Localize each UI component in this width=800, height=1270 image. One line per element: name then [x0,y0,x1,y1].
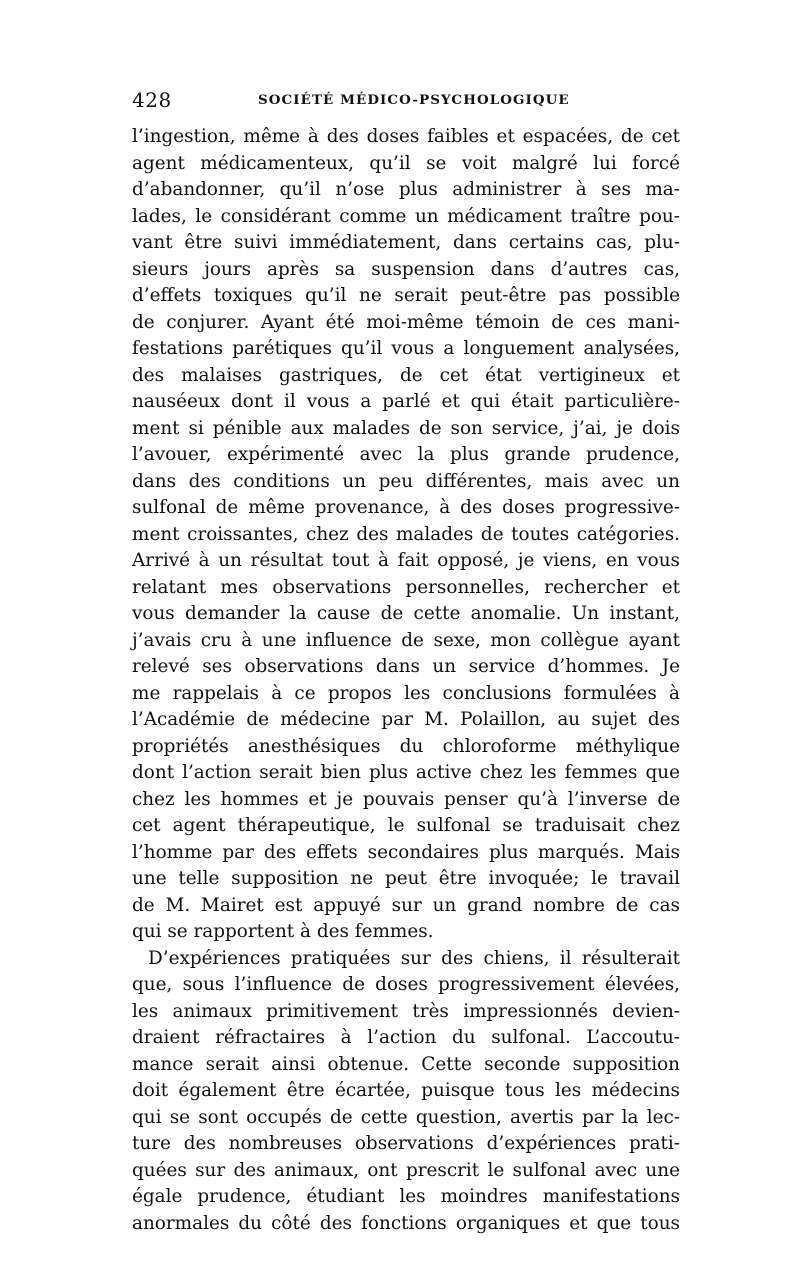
text-line: d’abandonner, qu’il n’ose plus administrer à ses ma- [132,179,680,200]
text-line: ment croissantes, chez des malades de toutes catégories. [132,523,680,545]
text-line: relatant mes observations personnelles, rechercher et [132,576,680,598]
text-line: relevé ses observations dans un service d’hommes. Je [132,656,680,677]
text-line: l’Académie de médecine par M. Polaillon, au sujet des [132,709,680,730]
text-line: les animaux primitivement très impressionnés devien- [132,1000,680,1022]
body-text [132,124,680,1237]
text-line: propriétés anesthésiques du chloroforme méthylique [132,735,680,757]
text-line: festations parétiques qu’il vous a longuement analysées, [132,338,680,359]
paragraph-start-line: D’expériences pratiquées sur des chiens, il résulterait [148,947,680,969]
journal-title: SOCIÉTÉ MÉDICO-PSYCHOLOGIQUE [258,92,570,108]
text-line: qui se sont occupés de cette question, avertis par la lec- [132,1106,680,1128]
text-line: dans des conditions un peu différentes, mais avec un [132,470,680,492]
text-line: chez les hommes et je pouvais penser qu’à l’inverse de [132,788,680,810]
text-line: lades, le considérant comme un médicament traître pou- [132,205,680,227]
text-line: des malaises gastriques, de cet état vertigineux et [132,364,680,386]
text-line: ment si pénible aux malades de son service, j’ai, je dois [132,417,680,439]
text-line: ture des nombreuses observations d’expériences prati- [132,1133,680,1154]
text-line: me rappelais à ce propos les conclusions formulées à [132,682,680,704]
text-line: sieurs jours après sa suspension dans d’autres cas, [132,258,680,280]
page-number: 428 [132,88,172,112]
text-line: l’homme par des effets secondaires plus marqués. Mais [132,841,680,863]
paragraph-end-line: qui se rapportent à des femmes. [132,921,434,942]
text-line: l’avouer, expérimenté avec la plus grande prudence, [132,444,680,465]
text-line: l’ingestion, même à des doses faibles et espacées, de cet [132,126,680,147]
text-line: vous demander la cause de cette anomalie. Un instant, [132,603,680,624]
text-line: de M. Mairet est appuyé sur un grand nombre de cas [132,894,680,916]
text-line: draient réfractaires à l’action du sulfonal. L’accoutu- [132,1027,680,1048]
running-head [132,88,680,116]
text-line: agent médicamenteux, qu’il se voit malgré lui forcé [132,152,680,174]
text-line: quées sur des animaux, ont prescrit le sulfonal avec une [132,1159,680,1181]
text-line: que, sous l’influence de doses progressivement élevées, [132,974,680,995]
text-line: égale prudence, étudiant les moindres manifestations [132,1186,680,1207]
text-line: cet agent thérapeutique, le sulfonal se traduisait chez [132,815,680,836]
text-line: Arrivé à un résultat tout à fait opposé, je viens, en vous [132,550,680,571]
text-line: nauséeux dont il vous a parlé et qui était particulière- [132,391,680,412]
text-line: anormales du côté des fonctions organiques et que tous [132,1212,680,1234]
text-line: doit également être écartée, puisque tous les médecins [132,1080,680,1101]
text-line: vant être suivi immédiatement, dans certains cas, plu- [132,232,680,253]
text-line: mance serait ainsi obtenue. Cette seconde supposition [132,1053,680,1075]
text-line: j’avais cru à une influence de sexe, mon collègue ayant [132,629,680,651]
text-line: de conjurer. Ayant été moi-même témoin de ces mani- [132,311,680,333]
text-line: d’effets toxiques qu’il ne serait peut-être pas possible [132,285,680,306]
text-line: sulfonal de même provenance, à des doses progressive- [132,497,680,518]
text-line: une telle supposition ne peut être invoquée; le travail [132,868,680,889]
text-line: dont l’action serait bien plus active chez les femmes que [132,762,680,783]
